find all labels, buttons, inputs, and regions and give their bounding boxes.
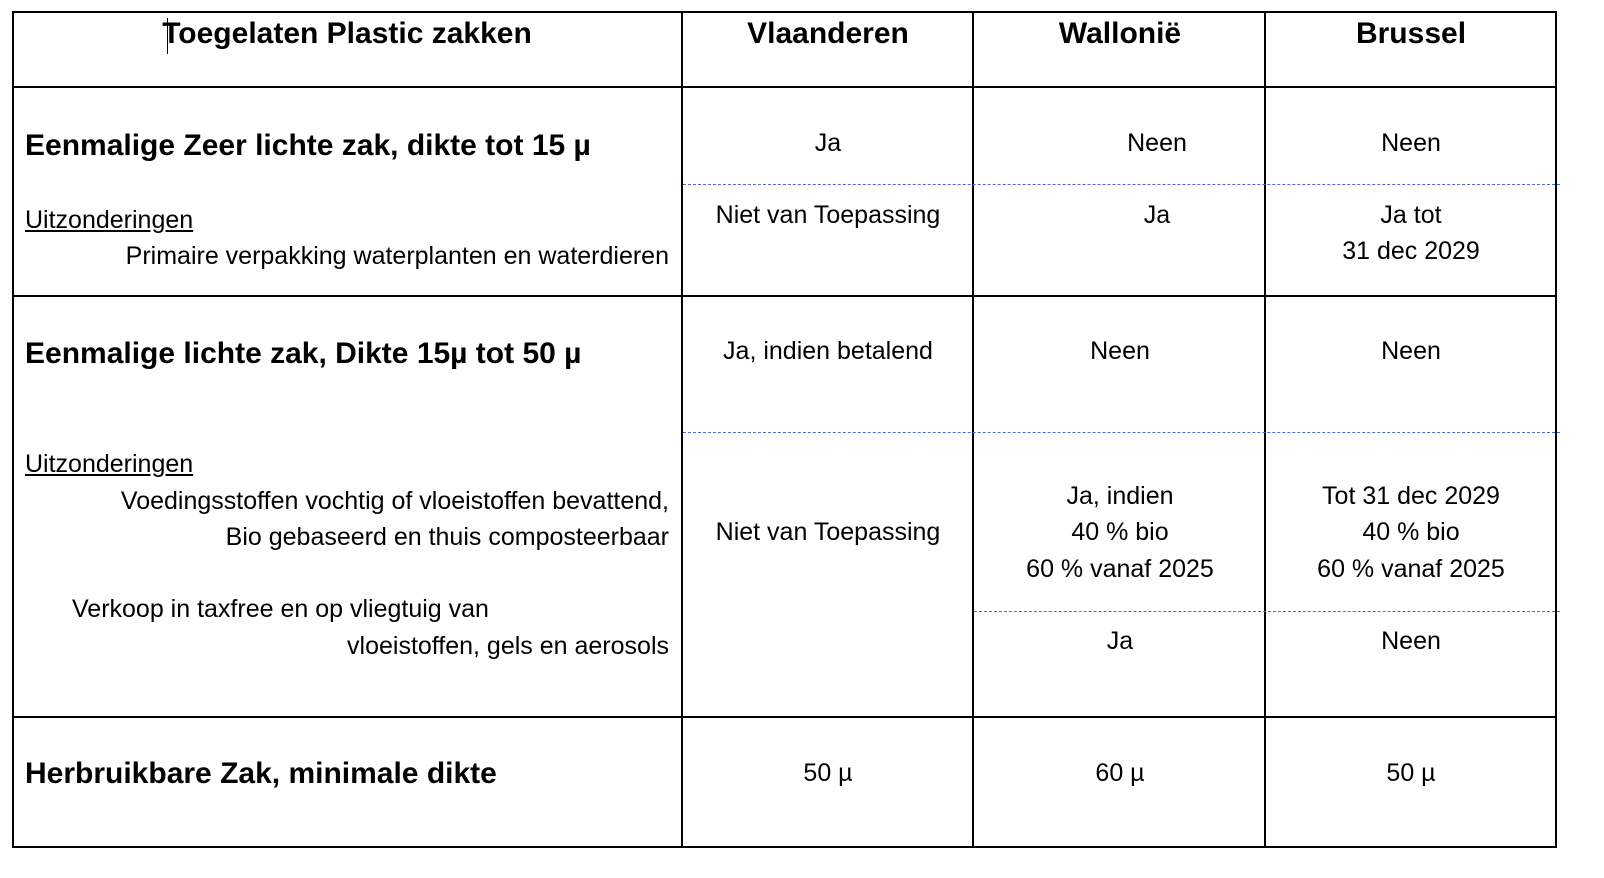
section1-exception-brussel-line1: Ja tot: [1380, 201, 1442, 229]
section1-vlaanderen-value: Ja: [814, 129, 842, 157]
section2-exception1-wallonie-line1: Ja, indien: [1066, 482, 1174, 510]
section2-exception1-line1: Voedingsstoffen vochtig of vloeistoffen bevattend,: [120, 487, 669, 515]
section2-exception1-brussel-line2: 40 % bio: [1362, 518, 1460, 546]
section3-wallonie-value: 60 µ: [1095, 759, 1145, 787]
header-vlaanderen: Vlaanderen: [747, 17, 909, 50]
column-divider-wallonie: [972, 11, 974, 848]
header-row-divider: [12, 86, 1557, 88]
section3-vlaanderen-value: 50 µ: [803, 759, 853, 787]
section2-exception1-wallonie-line2: 40 % bio: [1071, 518, 1169, 546]
header-brussel: Brussel: [1355, 17, 1467, 50]
section2-wallonie-value: Neen: [1090, 337, 1150, 365]
section2-row-divider: [12, 716, 1557, 718]
section2-exception1-brussel-line3: 60 % vanaf 2025: [1317, 555, 1505, 583]
column-divider-vlaanderen: [681, 11, 683, 848]
section2-exceptions-vlaanderen: Niet van Toepassing: [715, 518, 941, 546]
table-border-bottom: [12, 846, 1557, 848]
table-border-top: [12, 11, 1557, 13]
section1-label: Eenmalige Zeer lichte zak, dikte tot 15 µ: [25, 129, 591, 162]
section2-exception2-line1: Verkoop in taxfree en op vliegtuig van: [72, 595, 489, 623]
table-border-left: [12, 11, 14, 848]
section2-exception2-wallonie: Ja: [1106, 627, 1134, 655]
section1-exception-brussel-line2: 31 dec 2029: [1342, 237, 1480, 265]
section2-dashed-separator: [683, 432, 1560, 433]
table-border-right: [1555, 11, 1557, 848]
section2-exception1-brussel-line1: Tot 31 dec 2029: [1322, 482, 1500, 510]
section1-wallonie-value: Neen: [1127, 129, 1187, 157]
header-product: Toegelaten Plastic zakken: [162, 17, 532, 50]
section3-brussel-value: 50 µ: [1386, 759, 1436, 787]
column-divider-brussel: [1264, 11, 1266, 848]
section2-label: Eenmalige lichte zak, Dikte 15µ tot 50 µ: [25, 337, 582, 370]
section2-vlaanderen-value: Ja, indien betalend: [723, 337, 933, 365]
section1-dashed-separator: [683, 184, 1560, 185]
section2-exception2-line2: vloeistoffen, gels en aerosols: [347, 632, 669, 660]
section2-exception-dashed-separator: [974, 611, 1560, 612]
section1-exception-wallonie: Ja: [1143, 201, 1171, 229]
section2-exceptions-label: Uitzonderingen: [25, 450, 194, 478]
section3-label: Herbruikbare Zak, minimale dikte: [25, 757, 497, 790]
section1-row-divider: [12, 295, 1557, 297]
header-wallonie: Wallonië: [1058, 17, 1182, 50]
section2-brussel-value: Neen: [1381, 337, 1441, 365]
section2-exception1-wallonie-line3: 60 % vanaf 2025: [1026, 555, 1214, 583]
section2-exception2-brussel: Neen: [1381, 627, 1441, 655]
section1-brussel-value: Neen: [1381, 129, 1441, 157]
section1-exceptions-label: Uitzonderingen: [25, 206, 194, 234]
section1-exception-vlaanderen: Niet van Toepassing: [715, 201, 941, 229]
section2-exception1-line2: Bio gebaseerd en thuis composteerbaar: [225, 523, 669, 551]
section1-exception-text: Primaire verpakking waterplanten en waterdieren: [125, 242, 669, 270]
